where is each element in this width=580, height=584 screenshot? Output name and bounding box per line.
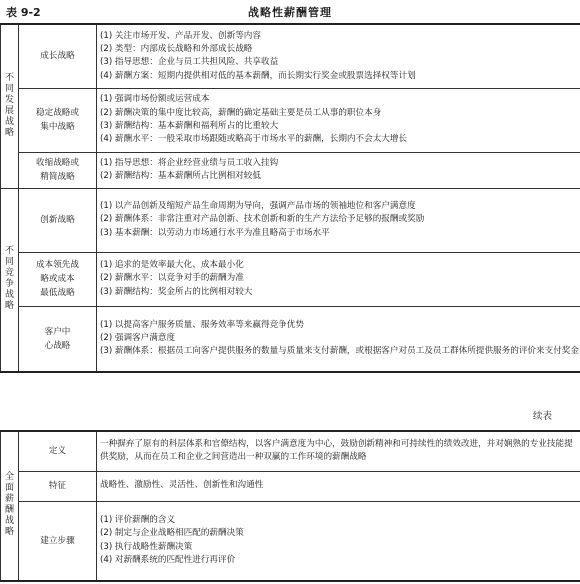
strategy-row: [1, 152, 580, 188]
step-item: (3) 执行战略性薪酬决策: [100, 541, 193, 552]
group-label: 不同竞争战略: [4, 246, 14, 312]
row-key-cell: [19, 501, 97, 581]
strategy-detail-cell: [97, 152, 580, 188]
strategy-name-line: 收缩战略或: [36, 158, 79, 168]
row-key-cell: [19, 431, 97, 471]
detail-item: (2) 薪酬水平：以竞争对手的薪酬为准: [100, 273, 244, 284]
strategy-name-line: 客户中: [44, 326, 71, 337]
detail-item: (1) 指导思想：将企业经营业绩与员工收入挂钩: [100, 157, 279, 168]
step-item: (4) 对薪酬系统的匹配性进行再评价: [100, 555, 236, 566]
detail-item: (2) 薪酬结构：基本薪酬所占比例相对较低: [100, 171, 261, 181]
detail-item: (1) 关注市场开发、产品开发、创新等内容: [100, 30, 261, 41]
strategy-detail-cell: [97, 88, 580, 152]
strategy-detail-cell: [97, 24, 580, 88]
strategy-name-line: 集中战略: [40, 122, 75, 132]
row-key: 特征: [48, 481, 67, 491]
detail-item: (3) 指导思想：企业与员工共担风险、共享收益: [100, 57, 279, 68]
detail-item: (4) 薪酬水平：一般采取市场跟随或略高于市场水平的薪酬，长期内不会太大增长: [100, 134, 408, 145]
detail-item: (3) 薪酬结构：基本薪酬和福利所占的比重较大: [100, 121, 279, 131]
detail-item: (3) 薪酬结构：奖金所占的比例相对较大: [100, 286, 253, 297]
strategy-detail-cell: [97, 306, 580, 372]
strategy-row: [1, 24, 580, 88]
continued-table: [0, 430, 580, 582]
strategy-name-line: 成长战略: [40, 51, 75, 62]
table-header: [0, 4, 580, 20]
detail-item: (1) 追求的是效率最大化、成本最小化: [100, 260, 244, 271]
strategy-detail-cell: [97, 252, 580, 306]
strategy-row: [1, 88, 580, 152]
row-value-text: 一种摒弃了原有的科层体系和官僚结构，以客户满意度为中心，鼓励创新精神和可持续性的绩效改进，并对娴熟的专业技能提供奖励，从而在员工和企业之间营造出一种双赢的工作环境的薪酬战略: [100, 438, 573, 463]
strategy-name-line: 最低战略: [40, 288, 75, 298]
comprehensive-row: [1, 471, 580, 501]
detail-item: (1) 强调市场份额或运营成本: [100, 94, 210, 105]
strategy-row: [1, 306, 580, 372]
detail-item: (2) 薪酬决策的集中度比较高，薪酬的确定基础主要是员工从事的职位本身: [100, 107, 382, 118]
strategy-name-line: 稳定战略或: [36, 108, 79, 118]
row-value-cell: [97, 471, 580, 501]
strategy-name-line: 略或成本: [40, 274, 75, 284]
row-value-cell: [97, 431, 580, 471]
step-item: (2) 制定与企业战略相匹配的薪酬决策: [100, 528, 244, 539]
group-label-cell: [1, 431, 19, 581]
step-item: (1) 评价薪酬的含义: [100, 515, 176, 526]
detail-item: (4) 薪酬方案：短期内提供相对低的基本薪酬，而长期实行奖金或股票选择权等计划: [100, 70, 416, 81]
detail-item: (3) 基本薪酬：以劳动力市场通行水平为准且略高于市场水平: [100, 227, 330, 238]
row-value-cell: [97, 501, 580, 581]
strategy-row: [1, 188, 580, 252]
strategy-name-line: 成本领先战: [36, 260, 79, 270]
detail-item: (2) 强调客户满意度: [100, 333, 176, 344]
detail-item: (3) 薪酬体系：根据员工向客户提供服务的数量与质量来支付薪酬，或根据客户对员工及员工群体所提供服务的评价来支付奖金: [100, 346, 579, 357]
detail-item: (2) 类型：内部成长战略和外部成长战略: [100, 43, 253, 54]
detail-item: (1) 以提高客户服务质量、服务效率等来赢得竞争优势: [100, 319, 304, 330]
strategy-name-line: 精简战略: [40, 172, 75, 182]
strategy-name-cell: [19, 24, 97, 88]
strategy-detail-cell: [97, 188, 580, 252]
comprehensive-row: [1, 501, 580, 581]
strategy-table: [0, 23, 580, 373]
group-label-cell: [1, 188, 19, 372]
strategy-row: [1, 252, 580, 306]
continued-label: 续表: [532, 411, 552, 422]
group-label: 全面薪酬战略: [4, 472, 14, 538]
strategy-name-cell: [19, 252, 97, 306]
strategy-name-cell: [19, 88, 97, 152]
detail-item: (2) 薪酬体系：非常注重对产品创新、技术创新和新的生产方法给予足够的报酬或奖励: [100, 214, 425, 225]
group-label-cell: [1, 24, 19, 188]
table-number: 表 9-2: [6, 6, 41, 19]
strategy-name-cell: [19, 152, 97, 188]
strategy-name-cell: [19, 188, 97, 252]
row-key-cell: [19, 471, 97, 501]
row-key: 定义: [48, 446, 67, 457]
strategy-name-line: 创新战略: [40, 215, 75, 225]
group-label: 不同发展战略: [4, 72, 14, 138]
detail-item: (1) 以产品创新及缩短产品生命周期为导向，强调产品市场的领袖地位和客户满意度: [100, 201, 416, 212]
comprehensive-row: [1, 431, 580, 471]
row-value-text: 战略性、激励性、灵活性、创新性和沟通性: [100, 480, 264, 491]
strategy-name-cell: [19, 306, 97, 372]
strategy-name-line: 心战略: [44, 340, 71, 351]
table-title: 战略性薪酬管理: [248, 6, 332, 19]
row-key: 建立步骤: [40, 535, 75, 546]
